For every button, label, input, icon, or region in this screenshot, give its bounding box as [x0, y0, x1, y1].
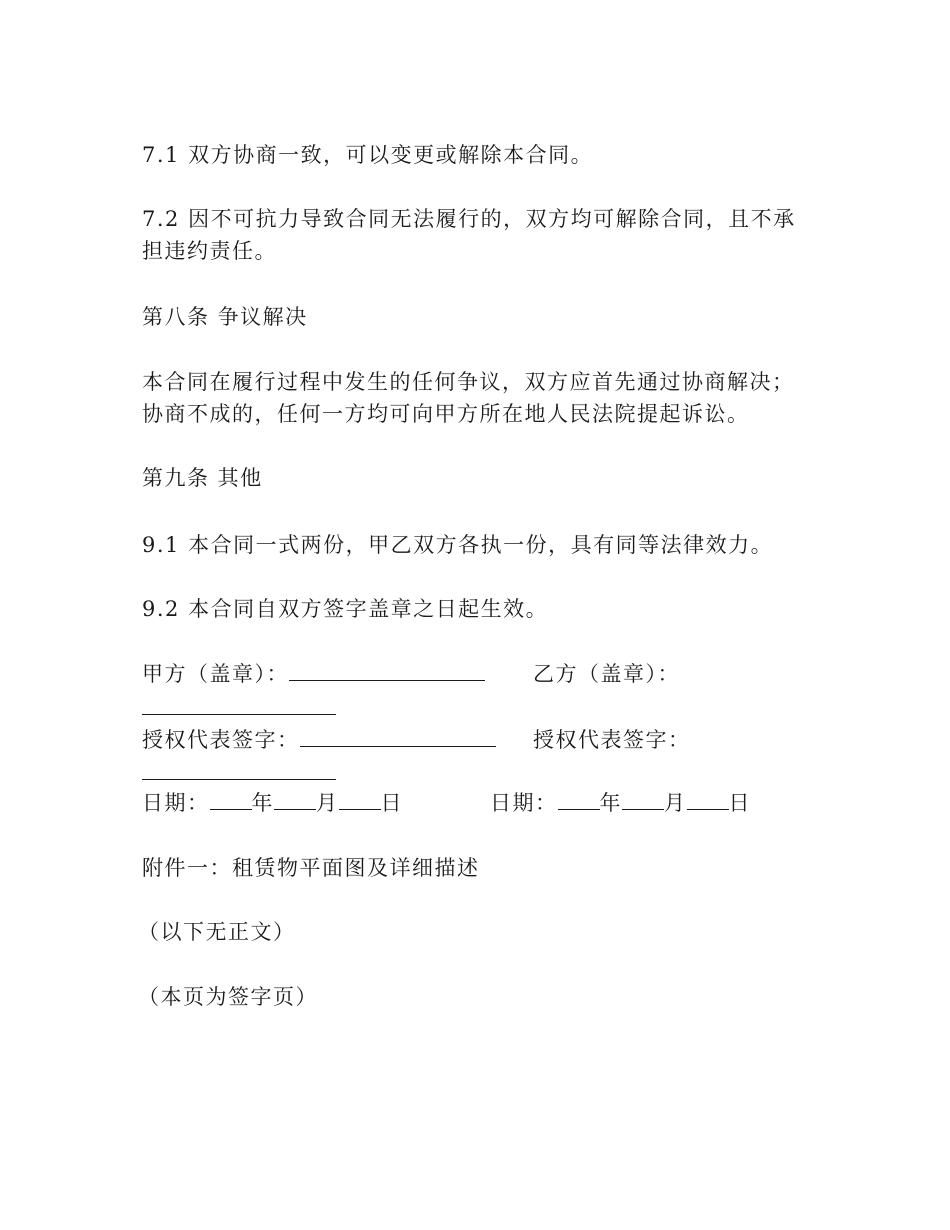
clause-7-1: 7.1 双方协商一致，可以变更或解除本合同。: [142, 143, 594, 167]
date-label: 日期：: [142, 791, 210, 815]
party-b-date-row: [490, 788, 751, 818]
party-a-date-row: [142, 788, 403, 818]
party-a-rep-line: [300, 726, 496, 747]
month-blank: [622, 789, 664, 810]
clause-7-2: 7.2 因不可抗力导致合同无法履行的，双方均可解除合同，且不承担违约责任。: [142, 207, 796, 263]
date-label: 日期：: [490, 791, 558, 815]
party-b-seal-line: [142, 714, 336, 715]
party-a-seal-row: [142, 659, 485, 689]
day-blank: [687, 789, 729, 810]
month-label: 月: [664, 791, 687, 815]
article-8-title: 第八条 争议解决: [142, 305, 308, 329]
clause-9-1: 9.1 本合同一式两份，甲乙双方各执一份，具有同等法律效力。: [142, 533, 774, 557]
party-a-rep-row: [142, 725, 496, 755]
party-a-seal-label: 甲方（盖章）：: [142, 662, 289, 686]
year-label: 年: [251, 791, 274, 815]
party-b-seal-label: 乙方（盖章）：: [533, 662, 680, 686]
year-blank: [210, 789, 252, 810]
clause-9-2: 9.2 本合同自双方签字盖章之日起生效。: [142, 597, 549, 621]
day-blank: [339, 789, 381, 810]
attachment-1: 附件一：租赁物平面图及详细描述: [142, 856, 480, 880]
party-b-rep-label: 授权代表签字：: [533, 728, 691, 752]
year-label: 年: [599, 791, 622, 815]
signature-page-note: （本页为签字页）: [138, 985, 318, 1009]
party-a-seal-line: [289, 660, 485, 681]
party-a-rep-label: 授权代表签字：: [142, 728, 300, 752]
year-blank: [558, 789, 600, 810]
no-more-text-note: （以下无正文）: [138, 920, 296, 944]
article-9-title: 第九条 其他: [142, 466, 263, 490]
day-label: 日: [728, 791, 751, 815]
party-b-rep-line: [142, 779, 336, 780]
month-blank: [274, 789, 316, 810]
month-label: 月: [316, 791, 339, 815]
day-label: 日: [380, 791, 403, 815]
article-8-body: 本合同在履行过程中发生的任何争议，双方应首先通过协商解决；协商不成的，任何一方均可向甲方所在地人民法院提起诉讼。: [142, 370, 795, 426]
